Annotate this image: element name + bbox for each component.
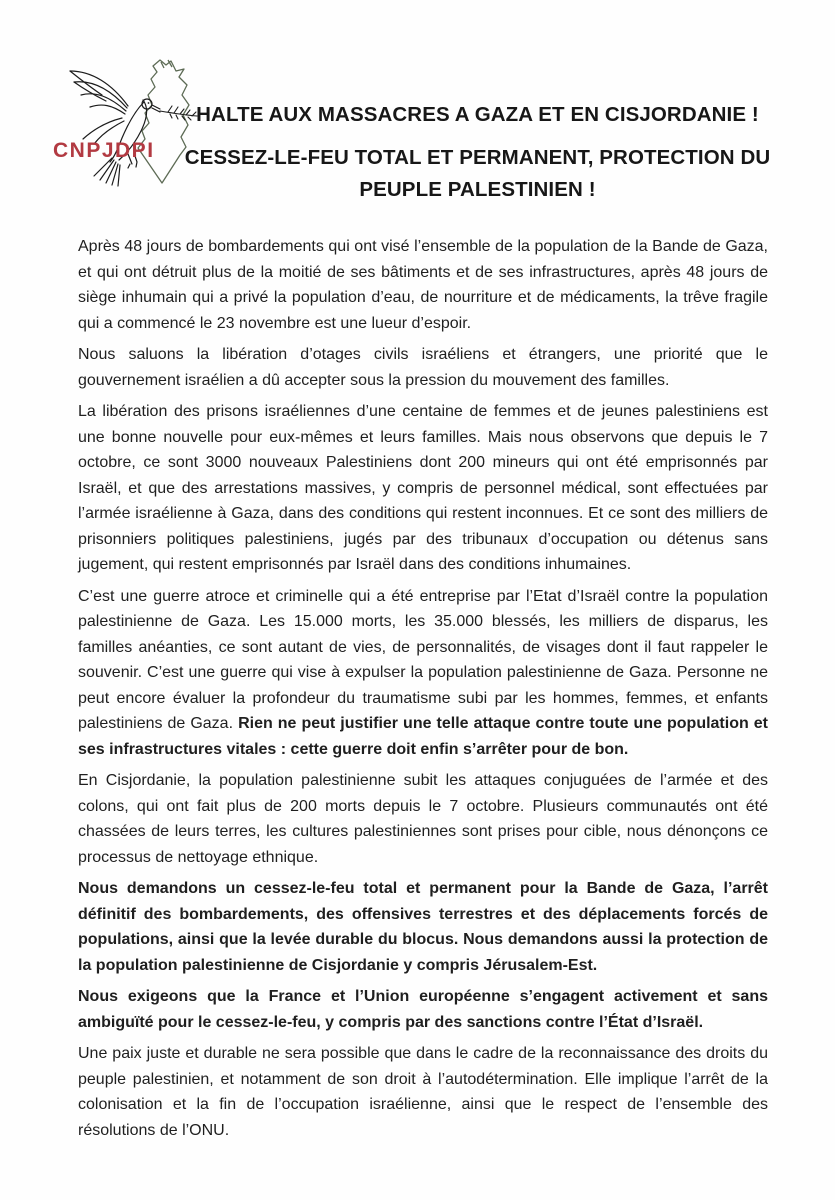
paragraph-cisjordanie: En Cisjordanie, la population palestinienne subit les attaques conjuguées de l’armée et des colons, qui ont fait plus de 200 morts depuis le 7 octobre. Plusieurs communautés ont été chassées de leurs terres, les cultures palestiniennes sont prises pour cible, nous dénonçons ce processus de nettoyage ethnique. — [78, 772, 768, 866]
paragraph-prisonniers: La libération des prisons israéliennes d’une centaine de femmes et de jeunes palestiniens est une bonne nouvelle pour eux-mêmes et leurs familles. Mais nous observons que depuis le 7 octobre, ce sont 3000 nouveaux Palestiniens dont 200 mineurs qui ont été emprisonnés par Israël, et que des arrestations massives, y compris de personnel médical, sont effectuées par l’armée israélienne à Gaza, dans des conditions qui restent inconnues. Et ce sont des milliers de prisonniers politiques palestiniens, jugés par des tribunaux d’occupation ou détenus sans jugement, qui restent emprisonnés par Israël dans des conditions inhumaines. — [78, 403, 768, 573]
logo — [48, 58, 220, 202]
paragraph-liberation-otages: Nous saluons la libération d’otages civils israéliens et étrangers, une priorité que le gouvernement israélien a dû accepter sous la pression du mouvement des familles. — [78, 346, 768, 389]
logo-acronym: CNPJDPI — [53, 139, 155, 162]
paragraph-guerre-atroce-bold: Rien ne peut justifier une telle attaque contre toute une population et ses infrastructures vitales : cette guerre doit enfin s’arrêter pour de bon. — [78, 715, 769, 758]
paragraph-exigence-france-ue: Nous exigeons que la France et l’Union européenne s’engagent activement et sans ambiguïté pour le cessez-le-feu, y compris par des sanctions contre l’État d’Israël. — [78, 988, 768, 1031]
document-title: HALTE AUX MASSACRES A GAZA ET EN CISJORDANIE ! — [196, 103, 759, 126]
paragraph-treve: Après 48 jours de bombardements qui ont visé l’ensemble de la population de la Bande de Gaza, et qui ont détruit plus de la moitié de ses bâtiments et de ses infrastructures, après 48 jours de siège inhumain qui a privé la population d’eau, de nourriture et de médicaments, la trêve fragile qui a commencé le 23 novembre est une lueur d’espoir. — [78, 238, 768, 332]
dove-icon — [70, 71, 160, 186]
document-subtitle: CESSEZ-LE-FEU TOTAL ET PERMANENT, PROTECTION DU PEUPLE PALESTINIEN ! — [184, 146, 771, 201]
paragraph-demande-cessez-le-feu: Nous demandons un cessez-le-feu total et permanent pour la Bande de Gaza, l’arrêt définitif des bombardements, des offensives terrestres et des déplacements forcés de populations, ainsi que la levée durable du blocus. Nous demandons aussi la protection de la population palestinienne de Cisjordanie y compris Jérusalem-Est. — [78, 880, 768, 974]
map-outline-icon — [138, 60, 189, 183]
document-body — [78, 234, 768, 1143]
paragraph-guerre-atroce-text: C’est une guerre atroce et criminelle qui a été entreprise par l’Etat d’Israël contre la population palestinienne de Gaza. Les 15.000 morts, les 35.000 blessés, les milliers de disparus, les familles anéanties, ce sont autant de vies, de personnalités, de visages dont il faut rappeler le souvenir. C’est une guerre qui vise à expulser la population palestinienne de Gaza. Personne ne peut encore évaluer la profondeur du traumatisme subi par les hommes, femmes, et enfants palestiniens de Gaza. — [78, 587, 768, 732]
paragraph-paix-juste: Une paix juste et durable ne sera possible que dans le cadre de la reconnaissance des droits du peuple palestinien, et notamment de son droit à l’autodétermination. Elle implique l’arrêt de la colonisation et la fin de l’occupation israélienne, ainsi que le respect de l’ensemble des résolutions de l’ONU. — [78, 1045, 768, 1139]
paragraph-guerre-atroce — [78, 584, 768, 763]
olive-branch-icon — [160, 106, 197, 120]
